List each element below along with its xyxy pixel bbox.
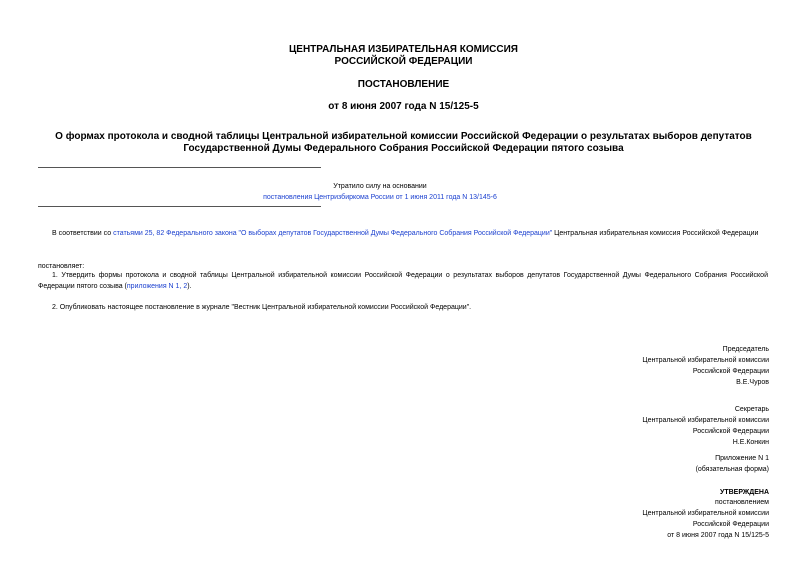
appendix-label: Приложение N 1 (715, 455, 769, 462)
document-title: О формах протокола и сводной таблицы Центральной избирательной комиссии Российской Федерации о результатах выборов депутатов Государственной Думы Федерального Собрания Российской Федерации пятого созыва (55, 131, 752, 154)
secretary-signature-block (469, 404, 769, 448)
organization-name (0, 44, 807, 68)
approved-block (469, 497, 769, 541)
validity-note (230, 181, 530, 203)
secretary-name: Н.Е.Конкин (732, 439, 769, 446)
chair-name: В.Е.Чуров (736, 379, 769, 386)
approved-line1: постановлением (715, 499, 769, 506)
validity-note-text: Утратило силу на основании (333, 183, 427, 190)
divider-bottom (38, 206, 321, 207)
appendix-note: (обязательная форма) (695, 466, 769, 473)
resolution-item-2: 2. Опубликовать настоящее постановление в журнале "Вестник Центральной избирательной комиссии Российской Федерации". (52, 304, 472, 311)
organization-name-line1: ЦЕНТРАЛЬНАЯ ИЗБИРАТЕЛЬНАЯ КОМИССИЯ (288, 44, 518, 55)
validity-link[interactable]: постановления Центризбиркома России от 1 июня 2011 года N 13/145-6 (263, 194, 497, 201)
appendix-link[interactable]: приложения N 1, 2 (126, 283, 188, 290)
approved-line4: от 8 июня 2007 года N 15/125-5 (667, 532, 769, 539)
approved-line2: Центральной избирательной комиссии (642, 510, 769, 517)
chair-org-line2: Российской Федерации (692, 368, 769, 375)
secretary-role: Секретарь (734, 406, 769, 413)
preamble-paragraph (38, 228, 768, 239)
secretary-org-line1: Центральной избирательной комиссии (642, 417, 769, 424)
chair-signature-block (469, 344, 769, 388)
resolution-item-1 (38, 270, 768, 292)
law-articles-link[interactable]: статьями 25, 82 Федерального закона "О выборах депутатов Государственной Думы Федерального Собрания Российской Федерации" (113, 230, 553, 237)
preamble-prefix: В соответствии со (52, 230, 114, 237)
approved-title: УТВЕРЖДЕНА (719, 489, 769, 496)
secretary-org-line2: Российской Федерации (692, 428, 769, 435)
appendix-header (469, 453, 769, 475)
resolution-item-1-text: 1. Утвердить формы протокола и сводной таблицы Центральной избирательной комиссии Российской Федерации о результатах выборов депутатов Государственной Думы Федерального Собрания Российской Федерации пятого созыва ( (38, 272, 768, 290)
chair-role: Председатель (722, 346, 769, 353)
preamble-suffix: Центральная избирательная комиссия Российской Федерации (552, 230, 759, 237)
chair-org-line1: Центральной избирательной комиссии (642, 357, 769, 364)
resolves-label: постановляет: (38, 263, 85, 270)
approved-line3: Российской Федерации (692, 521, 769, 528)
resolution-item-1-end: ). (187, 283, 192, 290)
document-type: ПОСТАНОВЛЕНИЕ (357, 79, 450, 90)
document-date: от 8 июня 2007 года N 15/125-5 (328, 101, 479, 112)
organization-name-line2: РОССИЙСКОЙ ФЕДЕРАЦИИ (334, 56, 473, 67)
divider-top (38, 167, 321, 168)
